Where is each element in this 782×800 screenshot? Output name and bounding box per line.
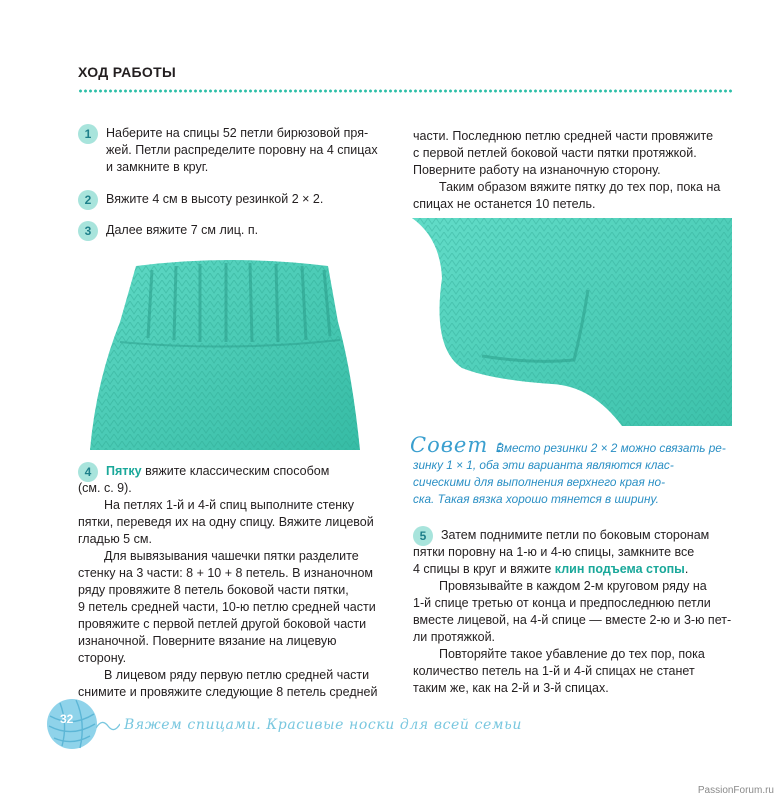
body-line: изнаночной. Поверните вязание на лицевую bbox=[78, 634, 337, 648]
step-5-line: Затем поднимите петли по боковым сторонам bbox=[441, 528, 710, 542]
body-line: Для вывязывания чашечки пятки разделите bbox=[104, 549, 359, 563]
body-line: количество петель на 1-й и 4-й спицах не станет bbox=[413, 664, 695, 678]
section-heading: ХОД РАБОТЫ bbox=[78, 64, 176, 80]
dotted-divider bbox=[78, 88, 732, 94]
step-4-highlight: Пятку bbox=[106, 464, 142, 478]
step-1-line: жей. Петли распределите поровну на 4 спицах bbox=[106, 143, 378, 157]
step-3-text: Далее вяжите 7 см лиц. п. bbox=[106, 223, 259, 237]
sock-heel-photo bbox=[412, 218, 732, 426]
book-title: Вяжем спицами. Красивые носки для всей семьи bbox=[124, 717, 522, 733]
step-4-text: вяжите классическим способом bbox=[141, 464, 330, 478]
right-column-text bbox=[413, 128, 743, 213]
body-line: снимите и провяжите следующие 8 петель средней bbox=[78, 685, 378, 699]
body-line: провяжите с первой петлей другой боковой части bbox=[78, 617, 367, 631]
step-2-text: Вяжите 4 см в высоту резинкой 2 × 2. bbox=[106, 192, 324, 206]
body-line: пятки поровну на 1-ю и 4-ю спицы, замкните все bbox=[413, 545, 695, 559]
body-line: Повторяйте такое убавление до тех пор, пока bbox=[439, 647, 705, 661]
body-line: В лицевом ряду первую петлю средней части bbox=[104, 668, 370, 682]
yarn-thread-icon bbox=[96, 716, 120, 736]
body-line: сторону. bbox=[78, 651, 127, 665]
body-line: 4 спицы в круг и вяжите bbox=[413, 562, 555, 576]
body-line: . bbox=[684, 562, 689, 576]
body-line: стенку на 3 части: 8 + 10 + 8 петель. В изнаночном bbox=[78, 566, 374, 580]
body-line: Таким образом вяжите пятку до тех пор, пока на bbox=[439, 180, 721, 194]
step-number-3: 3 bbox=[78, 221, 98, 241]
step-5-body bbox=[413, 544, 743, 697]
body-line: вместе лицевой, на 4-й спице — вместе 2-ю и 3-ю пет- bbox=[413, 613, 732, 627]
body-line: ряду провяжите 8 петель боковой части пятки, bbox=[78, 583, 349, 597]
body-line: ли протяжкой. bbox=[413, 630, 496, 644]
body-line: спицах не останется 10 петель. bbox=[413, 197, 596, 211]
step-number-4: 4 bbox=[78, 462, 98, 482]
step-4-body bbox=[78, 480, 398, 701]
body-line: 1-й спице третью от конца и предпоследнюю петли bbox=[413, 596, 711, 610]
tip-line: Вместо резинки 2 × 2 можно связать ре- bbox=[496, 441, 726, 455]
body-line: 9 петель средней части, 10-ю петлю средней части bbox=[78, 600, 376, 614]
body-line: Провязывайте в каждом 2-м круговом ряду на bbox=[439, 579, 707, 593]
sock-cuff-photo bbox=[90, 252, 372, 450]
body-line: (см. с. 9). bbox=[78, 481, 132, 495]
tip-heading: Совет : bbox=[410, 433, 505, 457]
tip-line: ска. Такая вязка хорошо тянется в ширину. bbox=[413, 492, 659, 506]
page-number: 32 bbox=[60, 712, 74, 726]
body-line: пятки, переведя их на одну спицу. Вяжите лицевой bbox=[78, 515, 374, 529]
body-line: На петлях 1-й и 4-й спиц выполните стенку bbox=[104, 498, 355, 512]
step-5-highlight: клин подъема стопы bbox=[554, 562, 685, 576]
step-1-line: и замкните в круг. bbox=[106, 160, 209, 174]
step-number-2: 2 bbox=[78, 190, 98, 210]
step-number-1: 1 bbox=[78, 124, 98, 144]
body-line: с первой петлей боковой части пятки протяжкой. bbox=[413, 146, 697, 160]
tip-line: сическими для выполнения верхнего края но- bbox=[413, 475, 666, 489]
step-number-5: 5 bbox=[413, 526, 433, 546]
tip-line: зинку 1 × 1, оба эти варианта являются клас- bbox=[413, 458, 674, 472]
body-line: части. Последнюю петлю средней части провяжите bbox=[413, 129, 714, 143]
body-line: Поверните работу на изнаночную сторону. bbox=[413, 163, 661, 177]
watermark: PassionForum.ru bbox=[697, 785, 774, 796]
step-1-line: Наберите на спицы 52 петли бирюзовой пря- bbox=[106, 126, 369, 140]
body-line: гладью 5 см. bbox=[78, 532, 152, 546]
body-line: таким же, как на 2-й и 3-й спицах. bbox=[413, 681, 609, 695]
